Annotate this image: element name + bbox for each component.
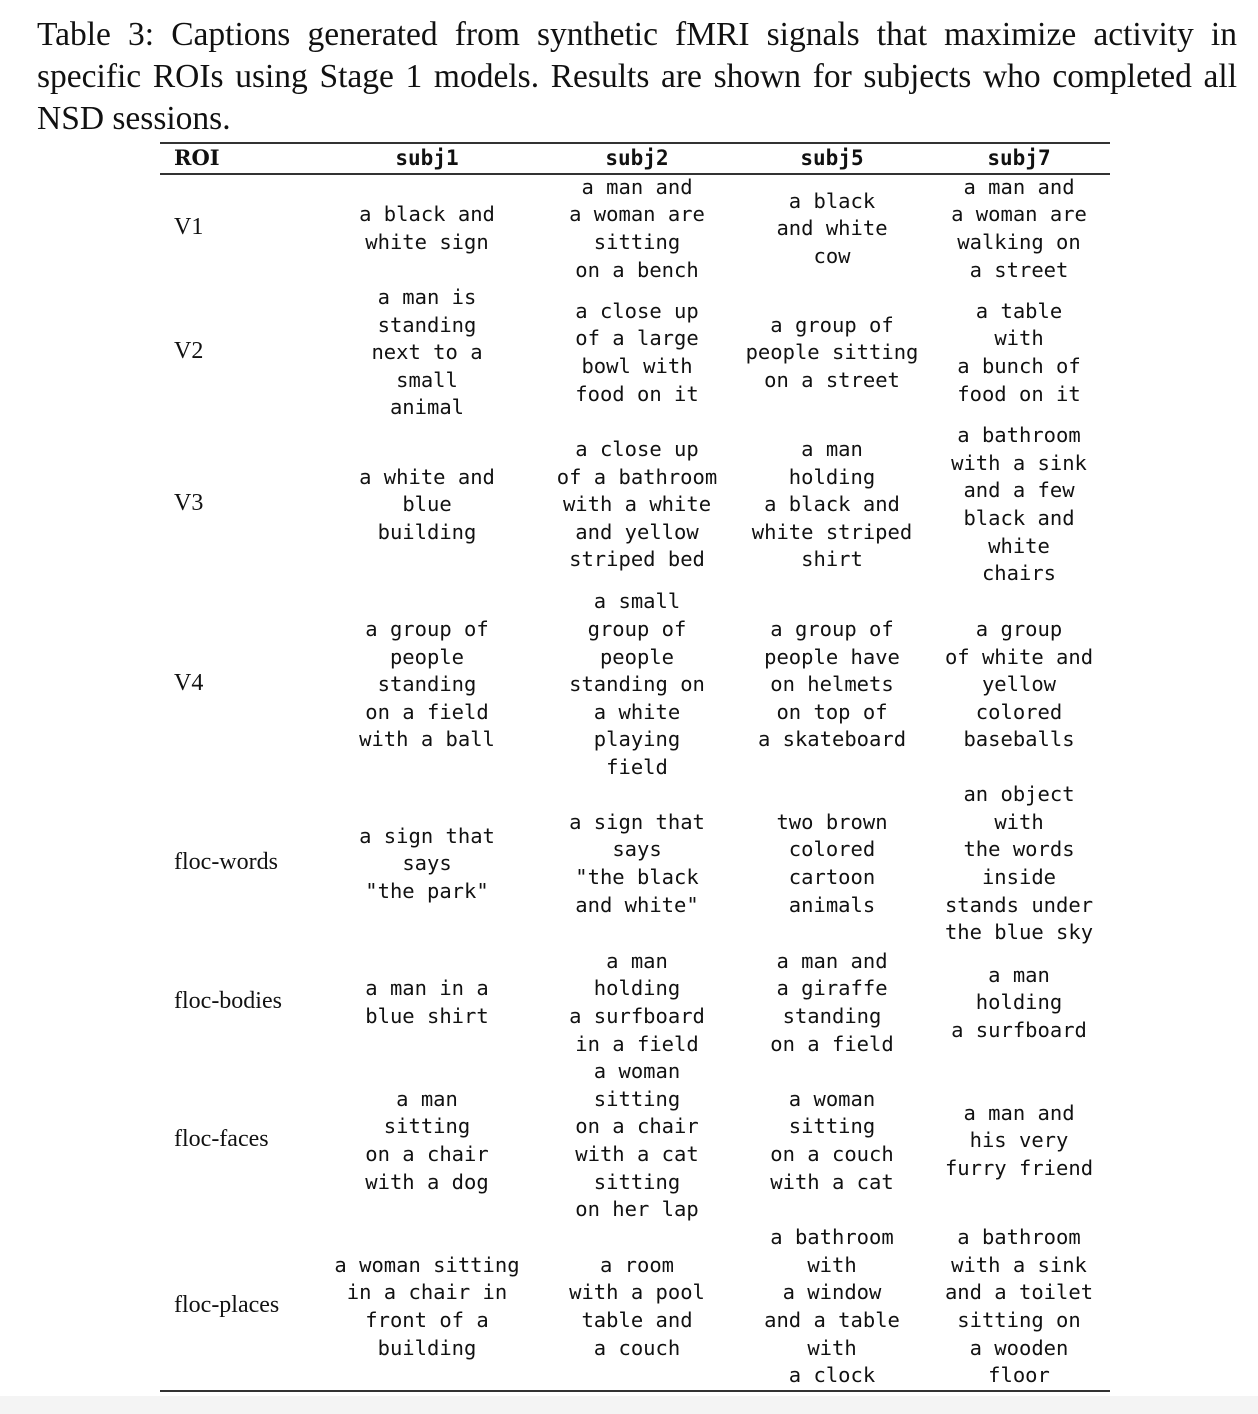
table-cell-subj7: a bathroom with a sink and a toilet sitting on a wooden floor [944,1225,1094,1388]
table-cell-subj1: a man sitting on a chair with a dog [365,1086,489,1194]
table-cell-subj5: a man and a giraffe standing on a field [770,948,894,1056]
table-cell-subj7: a table with a bunch of food on it [957,298,1081,406]
table-cell-subj2: a man holding a surfboard in a field [569,948,705,1056]
roi-label: V1 [174,214,204,240]
table-cell-subj2: a sign that says "the black and white" [569,809,705,917]
table-cell-subj1: a man is standing next to a small animal [371,285,483,420]
roi-label: V2 [174,338,204,364]
table-cell-subj1: a white and blue building [359,464,495,544]
table-cell-subj5: a group of people have on helmets on top of a skateboard [757,617,907,752]
table-cell-subj2: a woman sitting on a chair with a cat sitting on her lap [575,1059,699,1222]
roi-label: floc-faces [174,1126,269,1152]
table-cell-subj2: a room with a pool table and a couch [569,1252,705,1360]
roi-label: floc-places [174,1292,280,1318]
table-caption: Table 3: Captions generated from synthetic fMRI signals that maximize activity in specific ROIs using Stage 1 models. Results are shown for subjects who completed all NSD sessions. [37,16,1237,137]
table-cell-subj2: a small group of people standing on a white playing field [569,589,705,779]
table-cell-subj7: an object with the words inside stands under the blue sky [944,782,1094,945]
table-cell-subj1: a man in a blue shirt [365,976,489,1028]
table-cell-subj7: a man holding a surfboard [951,962,1087,1042]
table-cell-subj7: a man and a woman are walking on a street [951,174,1087,282]
header-roi: ROI [174,145,220,170]
roi-label: V4 [174,670,204,696]
header-subj2: subj2 [605,146,669,170]
table-cell-subj5: a bathroom with a window and a table with a clock [764,1225,900,1388]
table-bottom-rule [160,1390,1110,1392]
table-cell-subj2: a close up of a bathroom with a white and yellow striped bed [556,437,718,572]
table-cell-subj5: a black and white cow [776,188,888,268]
table-cell-subj7: a bathroom with a sink and a few black and white chairs [951,423,1087,586]
table-cell-subj5: a man holding a black and white striped shirt [751,437,913,572]
table-cell-subj2: a man and a woman are sitting on a bench [569,174,705,282]
table-cell-subj7: a group of white and yellow colored baseballs [944,617,1094,752]
table-cell-subj1: a group of people standing on a field with a ball [359,617,495,752]
roi-label: V3 [174,490,204,516]
table-cell-subj5: a woman sitting on a couch with a cat [770,1086,894,1194]
table-cell-subj1: a black and white sign [359,202,495,254]
table-cell-subj1: a sign that says "the park" [359,823,495,903]
table-cell-subj2: a close up of a large bowl with food on it [575,298,699,406]
table-cell-subj7: a man and his very furry friend [944,1100,1094,1180]
table-cell-subj5: a group of people sitting on a street [745,312,919,392]
roi-label: floc-words [174,849,278,875]
roi-label: floc-bodies [174,988,282,1014]
page-bottom-band [0,1396,1258,1414]
table-cell-subj5: two brown colored cartoon animals [776,809,888,917]
header-subj7: subj7 [987,146,1051,170]
header-subj5: subj5 [800,146,864,170]
header-subj1: subj1 [395,146,459,170]
table-cell-subj1: a woman sitting in a chair in front of a building [334,1252,520,1360]
